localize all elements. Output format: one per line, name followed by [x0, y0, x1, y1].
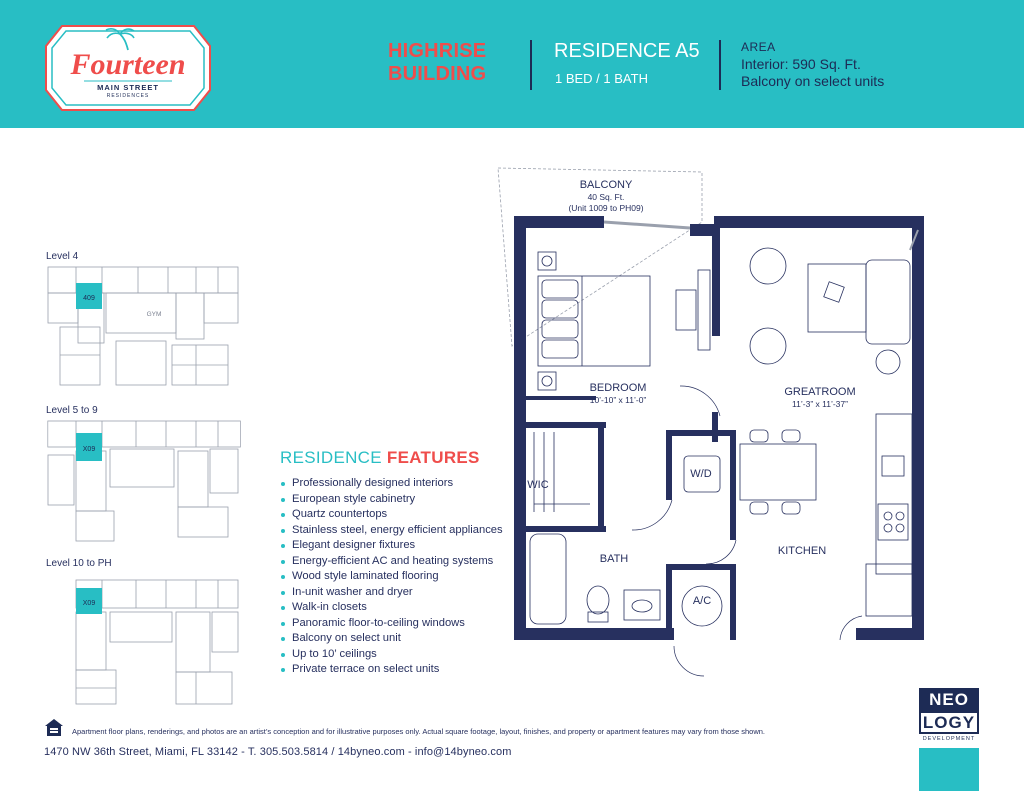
features-list — [280, 476, 520, 678]
logo-word: Fourteen — [70, 48, 186, 81]
unit-number: X09 — [82, 600, 96, 607]
brand-line3: DEVELOPMENT — [922, 736, 976, 742]
feature-item: Wood style laminated flooring — [280, 569, 520, 585]
brand-line1: NEO — [919, 688, 979, 711]
key-plan-level-10-ph — [46, 558, 276, 717]
feature-item: Balcony on select unit — [280, 631, 520, 647]
area-balcony: Balcony on select units — [741, 73, 885, 89]
area-info — [741, 39, 884, 90]
brand-line2: LOGY — [919, 711, 979, 734]
building-type — [388, 40, 528, 86]
area-interior: Interior: 590 Sq. Ft. — [741, 56, 861, 72]
feature-item: Up to 10’ ceilings — [280, 647, 520, 663]
kitchen-label: KITCHEN — [777, 545, 827, 557]
area-title: AREA — [741, 40, 776, 54]
building-line1: HIGHRISE — [388, 40, 487, 62]
feature-item: Energy-efficient AC and heating systems — [280, 554, 520, 570]
key-plan-drawing — [46, 572, 246, 712]
contact-info: 1470 NW 36th Street, Miami, FL 33142 - T. 305.503.5814 / 14byneo.com - info@14byneo.com — [44, 746, 512, 758]
key-plan-label: Level 5 to 9 — [46, 405, 98, 416]
feature-item: Panoramic floor-to-ceiling windows — [280, 616, 520, 632]
key-plan-label: Level 4 — [46, 251, 79, 262]
feature-item: Private terrace on select units — [280, 662, 520, 678]
fourteen-logo — [44, 24, 212, 112]
greatroom-dims: 11’-3” x 11’-37” — [792, 399, 848, 409]
residence-features — [280, 448, 520, 678]
bedroom-dims: 10’-10” x 11’-0” — [589, 395, 647, 405]
bed-bath: 1 BED / 1 BATH — [555, 71, 648, 86]
balcony-size: 40 Sq. Ft. — [587, 192, 625, 202]
unit-number: X09 — [82, 446, 96, 453]
logo-line2: RESIDENCES — [106, 93, 150, 99]
bedroom-label: BEDROOM — [589, 382, 647, 394]
feature-item: European style cabinetry — [280, 492, 520, 508]
features-title — [280, 448, 520, 468]
wic-label: WIC — [527, 479, 549, 491]
header-divider — [719, 40, 721, 90]
building-line2: BUILDING — [388, 63, 487, 85]
key-plan-label: Level 10 to PH — [46, 558, 112, 569]
feature-item: Elegant designer fixtures — [280, 538, 520, 554]
ac-label: A/C — [692, 595, 712, 607]
balcony-note: (Unit 1009 to PH09) — [568, 203, 644, 213]
header-divider — [530, 40, 532, 90]
logo-line1: MAIN STREET — [97, 83, 159, 92]
residence-name: RESIDENCE A5 — [554, 40, 700, 62]
bath-label: BATH — [599, 553, 629, 565]
features-title-a: RESIDENCE — [280, 448, 387, 467]
disclaimer: Apartment floor plans, renderings, and photos are an artist’s conception and for illustrative purposes only. Actual square footage, layout, finishes, and property or apartment features may vary from those shown. — [72, 727, 766, 736]
neology-logo — [919, 688, 979, 742]
key-plan-level-5-9 — [46, 405, 276, 549]
feature-item: Walk-in closets — [280, 600, 520, 616]
key-plan-drawing — [46, 419, 246, 544]
gym-label: GYM — [146, 311, 162, 318]
feature-item: Stainless steel, energy efficient appliances — [280, 523, 520, 539]
balcony-label: BALCONY — [579, 179, 633, 191]
equal-housing-icon — [44, 718, 64, 738]
greatroom-label: GREATROOM — [784, 386, 856, 398]
feature-item: Quartz countertops — [280, 507, 520, 523]
brand-accent-bar — [919, 748, 979, 791]
key-plan-level-4 — [46, 251, 276, 395]
feature-item: In-unit washer and dryer — [280, 585, 520, 601]
features-title-b: FEATURES — [386, 448, 480, 467]
key-plan-drawing — [46, 265, 246, 390]
feature-item: Professionally designed interiors — [280, 476, 520, 492]
unit-number: 409 — [83, 295, 95, 302]
wd-label: W/D — [690, 468, 712, 480]
floor-plan — [490, 160, 940, 680]
